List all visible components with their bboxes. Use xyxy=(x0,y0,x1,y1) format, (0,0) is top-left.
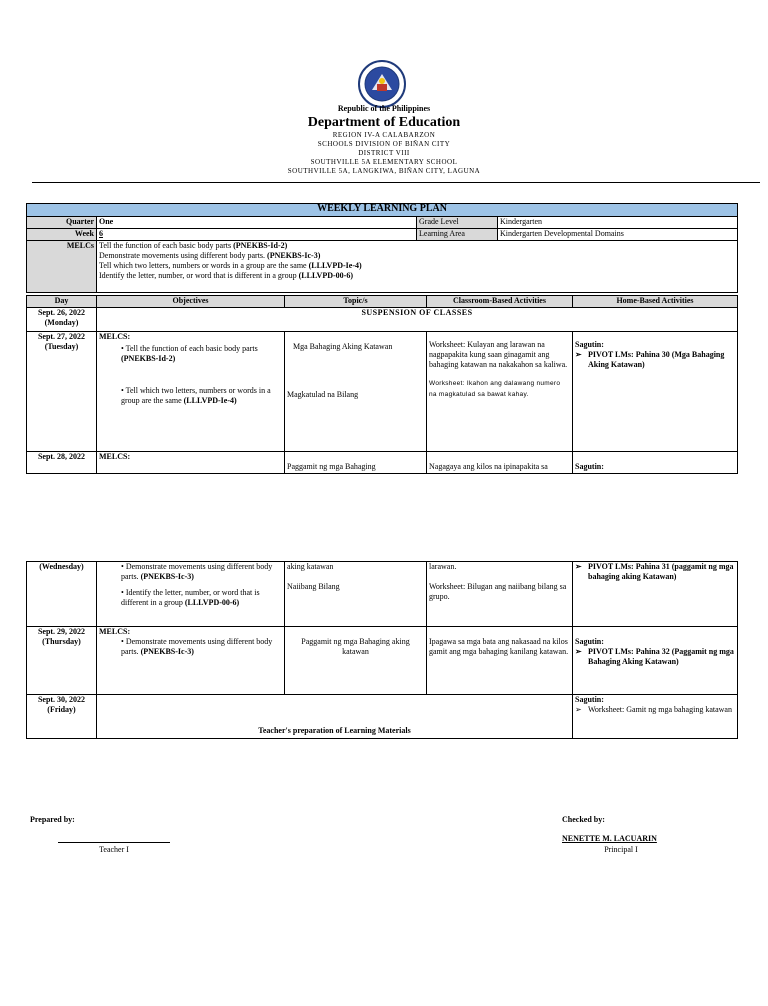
topic-text: Paggamit ng mga Bahaging xyxy=(287,462,376,471)
objective-item xyxy=(99,588,282,608)
week-value: 6 xyxy=(97,229,417,241)
melc-code: (LLLVPD-00-6) xyxy=(298,271,353,280)
thursday-home xyxy=(573,627,738,695)
address-text: SOUTHVILLE 5A, LANGKIWA, BIÑAN CITY, LAGUNA xyxy=(287,167,481,175)
school-text: SOUTHVILLE 5A ELEMENTARY SCHOOL xyxy=(310,158,458,166)
home-item xyxy=(575,562,735,582)
principal-name: NENETTE M. LACUARIN xyxy=(562,834,657,843)
date-text: Sept. 29, 2022 xyxy=(37,627,86,636)
home-item xyxy=(575,350,735,370)
objective-code: (LLLVPD-00-6) xyxy=(184,598,240,607)
date-text: Sept. 26, 2022 xyxy=(37,308,86,317)
arrow-bullet-icon: ➢ xyxy=(575,647,582,656)
tuesday-topics xyxy=(285,332,427,452)
objective-item xyxy=(99,562,282,582)
home-text: PIVOT LMs: Pahina 32 (Paggamit ng mga Bahaging Aking Katawan) xyxy=(588,647,734,666)
thursday-cell xyxy=(27,627,97,695)
home-item xyxy=(575,705,735,715)
arrow-bullet-icon: ➢ xyxy=(575,350,582,359)
objective-text: Demonstrate movements using different body parts. xyxy=(121,562,273,581)
thursday-classroom xyxy=(427,627,573,695)
col-objectives: Objectives xyxy=(97,296,285,308)
melc-text: Tell the function of each basic body parts xyxy=(99,241,234,250)
melc-item xyxy=(99,241,735,251)
activity-text: Ipagawa sa mga bata ang nakasaad na kilos gamit ang mga bahaging kanilang katawan. xyxy=(429,637,569,656)
home-text: PIVOT LMs: Pahina 30 (Mga Bahaging Aking Katawan) xyxy=(588,350,725,369)
col-day: Day xyxy=(27,296,97,308)
activity-text: Worksheet: Bilugan ang naiibang bilang sa grupo. xyxy=(429,582,567,601)
melcs-list xyxy=(97,241,738,293)
wednesday-classroom-top xyxy=(427,452,573,474)
topic-text: Naiibang Bilang xyxy=(287,582,340,591)
tuesday-classroom xyxy=(427,332,573,452)
plan-title: WEEKLY LEARNING PLAN xyxy=(27,204,738,217)
col-home: Home-Based Activities xyxy=(573,296,738,308)
wednesday-topics-top xyxy=(285,452,427,474)
topic-text: Paggamit ng mga Bahaging aking katawan xyxy=(301,637,410,656)
melcs-label: MELCs xyxy=(27,241,97,293)
principal-title: Principal I xyxy=(604,845,638,854)
melc-text: Tell which two letters, numbers or words in a group are the same xyxy=(99,261,309,270)
col-classroom: Classroom-Based Activities xyxy=(427,296,573,308)
prepared-by-label: Prepared by: xyxy=(30,815,75,824)
topic-text: Mga Bahaging Aking Katawan xyxy=(293,342,393,351)
region-text: REGION IV-A CALABARZON xyxy=(332,131,436,139)
day-text: (Tuesday) xyxy=(44,342,79,351)
melcs-heading: MELCS: xyxy=(99,332,131,341)
schedule-table-page2 xyxy=(26,561,738,739)
department-title: Department of Education xyxy=(307,115,461,130)
schedule-table-page1 xyxy=(26,295,738,474)
objective-code: (PNEKBS-Ic-3) xyxy=(140,647,194,656)
melc-item xyxy=(99,251,735,261)
objective-item xyxy=(99,637,282,657)
melc-code: (PNEKBS-Id-2) xyxy=(233,241,288,250)
activity-text: Nagagaya ang kilos na ipinapakita sa xyxy=(429,462,548,471)
melc-item xyxy=(99,271,735,281)
suspension-text: SUSPENSION OF CLASSES xyxy=(97,308,738,332)
col-topics: Topic/s xyxy=(285,296,427,308)
melc-text: Demonstrate movements using different body parts. xyxy=(99,251,268,260)
wednesday-date-cell: Sept. 28, 2022 xyxy=(27,452,97,474)
friday-preparation: Teacher's preparation of Learning Materials xyxy=(97,695,573,739)
topic-text: aking katawan xyxy=(287,562,334,571)
wednesday-objectives xyxy=(97,562,285,627)
objective-text: Tell which two letters, numbers or words in a group are the same xyxy=(121,386,271,405)
melc-code: (PNEKBS-Ic-3) xyxy=(267,251,321,260)
arrow-bullet-icon: ➢ xyxy=(575,705,582,714)
area-value: Kindergarten Developmental Domains xyxy=(498,229,738,241)
friday-home xyxy=(573,695,738,739)
objective-code: (PNEKBS-Id-2) xyxy=(121,354,176,363)
wednesday-topics xyxy=(285,562,427,627)
melc-item xyxy=(99,261,735,271)
day-text: (Thursday) xyxy=(42,637,81,646)
wednesday-classroom xyxy=(427,562,573,627)
objective-code: (LLLVPD-Ie-4) xyxy=(183,396,237,405)
sagutin-label: Sagutin: xyxy=(575,462,604,471)
thursday-topics xyxy=(285,627,427,695)
checked-by-label: Checked by: xyxy=(562,815,605,824)
wednesday-objectives-top xyxy=(97,452,285,474)
republic-text: Republic of the Philippines xyxy=(337,104,431,113)
weekly-plan-table xyxy=(26,203,738,293)
monday-cell xyxy=(27,308,97,332)
header-divider xyxy=(32,182,760,183)
objective-item xyxy=(99,344,282,364)
topic-text: Magkatulad na Bilang xyxy=(287,390,359,399)
deped-seal-logo xyxy=(358,60,406,108)
thursday-objectives xyxy=(97,627,285,695)
grade-label: Grade Level xyxy=(417,217,498,229)
melc-code: (LLLVPD-Ie-4) xyxy=(308,261,362,270)
arrow-bullet-icon: ➢ xyxy=(575,562,582,571)
quarter-value: One xyxy=(97,217,417,229)
day-text: (Monday) xyxy=(44,318,79,327)
activity-text: Worksheet: Ikahon ang dalawang numero na magkatulad sa bawat kahay. xyxy=(429,380,561,398)
sagutin-label: Sagutin: xyxy=(575,695,604,704)
melcs-heading: MELCS: xyxy=(99,627,131,636)
wednesday-home-top xyxy=(573,452,738,474)
sagutin-label: Sagutin: xyxy=(575,340,604,349)
sagutin-label: Sagutin: xyxy=(575,637,604,646)
melcs-heading: MELCS: xyxy=(99,452,131,461)
tuesday-home xyxy=(573,332,738,452)
home-text: PIVOT LMs: Pahina 31 (paggamit ng mga bahaging aking Katawan) xyxy=(588,562,734,581)
objective-text: Demonstrate movements using different body parts. xyxy=(121,637,273,656)
objective-text: Tell the function of each basic body parts xyxy=(125,344,258,353)
objective-code: (PNEKBS-Ic-3) xyxy=(140,572,194,581)
tuesday-objectives xyxy=(97,332,285,452)
date-text: Sept. 27, 2022 xyxy=(37,332,86,341)
area-label: Learning Area xyxy=(417,229,498,241)
division-text: SCHOOLS DIVISION OF BIÑAN CITY xyxy=(317,140,451,148)
objective-text: Identify the letter, number, or word that is different in a group xyxy=(121,588,260,607)
date-text: Sept. 30, 2022 xyxy=(37,695,86,704)
friday-cell xyxy=(27,695,97,739)
tuesday-cell xyxy=(27,332,97,452)
teacher-title: Teacher I xyxy=(99,845,129,854)
day-text: (Friday) xyxy=(47,705,76,714)
activity-text: Worksheet: Kulayan ang larawan na nagpapakita kung saan ginagamit ang bahaging katawan na nakakahon sa kaliwa. xyxy=(429,340,568,369)
grade-value: Kindergarten xyxy=(498,217,738,229)
teacher-signature-line xyxy=(58,842,170,843)
melc-text: Identify the letter, number, or word that is different in a group xyxy=(99,271,299,280)
wednesday-day-cell: (Wednesday) xyxy=(27,562,97,627)
week-label: Week xyxy=(27,229,97,241)
quarter-label: Quarter xyxy=(27,217,97,229)
home-item xyxy=(575,647,735,667)
wednesday-home xyxy=(573,562,738,627)
district-text: DISTRICT VIII xyxy=(358,149,410,157)
objective-item xyxy=(99,386,282,406)
home-text: Worksheet: Gamit ng mga bahaging katawan xyxy=(588,705,732,714)
activity-text: larawan. xyxy=(429,562,457,571)
